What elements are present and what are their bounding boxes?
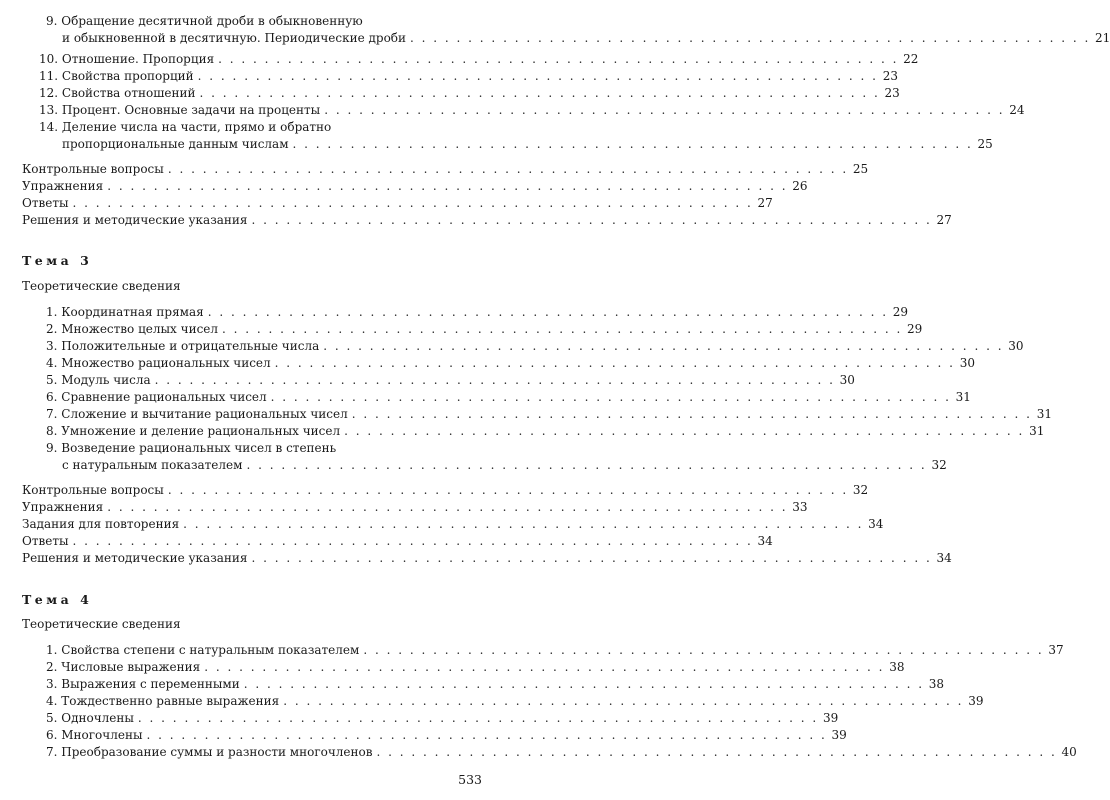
leader-dots: . . . . . . . . . . . . . . . . . . . . . . . . . . . . . . . . . . . . . . . . . . . . . . . . . . . . . . . . . . .	[137, 711, 819, 725]
toc-entry-text: 3. Выражения с переменными	[46, 677, 240, 691]
toc-page-number: 31	[955, 390, 971, 404]
toc-entry-text: Решения и методические указания	[22, 213, 248, 227]
toc-page-number: 23	[884, 86, 900, 100]
leader-dots: . . . . . . . . . . . . . . . . . . . . . . . . . . . . . . . . . . . . . . . . . . . . . . . . . . . . . . . . . . .	[72, 196, 753, 210]
leader-dots: . . . . . . . . . . . . . . . . . . . . . . . . . . . . . . . . . . . . . . . . . . . . . . . . . . . . . . . . . . .	[410, 31, 1091, 45]
leader-dots: . . . . . . . . . . . . . . . . . . . . . . . . . . . . . . . . . . . . . . . . . . . . . . . . . . . . . . . . . . .	[154, 373, 835, 387]
toc-entry-text: 8. Умножение и деление рациональных чисел	[46, 424, 341, 438]
leader-dots: . . . . . . . . . . . . . . . . . . . . . . . . . . . . . . . . . . . . . . . . . . . . . . . . . . . . . . . . . . .	[199, 86, 880, 100]
leader-dots: . . . . . . . . . . . . . . . . . . . . . . . . . . . . . . . . . . . . . . . . . . . . . . . . . . . . . . . . . . .	[344, 424, 1025, 438]
leader-dots: . . . . . . . . . . . . . . . . . . . . . . . . . . . . . . . . . . . . . . . . . . . . . . . . . . . . . . . . . . .	[292, 137, 973, 151]
toc-entry-text: 1. Координатная прямая	[46, 305, 204, 319]
toc-page-number: 22	[903, 52, 919, 66]
toc-entry-text: 5. Одночлены	[46, 711, 134, 725]
toc-entry-text: пропорциональные данным числам	[62, 137, 289, 151]
section-subheading: Теоретические сведения	[22, 279, 181, 293]
leader-dots: . . . . . . . . . . . . . . . . . . . . . . . . . . . . . . . . . . . . . . . . . . . . . . . . . . . . . . . . . . .	[218, 52, 899, 66]
toc-page-number: 29	[907, 322, 923, 336]
leader-dots: . . . . . . . . . . . . . . . . . . . . . . . . . . . . . . . . . . . . . . . . . . . . . . . . . . . . . . . . . . .	[107, 179, 788, 193]
leader-dots: . . . . . . . . . . . . . . . . . . . . . . . . . . . . . . . . . . . . . . . . . . . . . . . . . . . . . . . . . . .	[207, 305, 889, 319]
toc-entry-text: 2. Числовые выражения	[46, 660, 201, 674]
toc-page-number: 39	[831, 728, 847, 742]
toc-entry-text: Задания для повторения	[22, 517, 180, 531]
toc-page-number: 21	[1095, 31, 1110, 45]
leader-dots: . . . . . . . . . . . . . . . . . . . . . . . . . . . . . . . . . . . . . . . . . . . . . . . . . . . . . . . . . . .	[72, 534, 753, 548]
toc-entry-text: 7. Преобразование суммы и разности многочленов	[46, 745, 373, 759]
toc-page-number: 39	[968, 694, 984, 708]
section-subheading: Теоретические сведения	[22, 617, 181, 631]
toc-page-number: 30	[1008, 339, 1024, 353]
toc-entry-text: 7. Сложение и вычитание рациональных чисел	[46, 407, 348, 421]
toc-entry-text: Упражнения	[22, 500, 104, 514]
toc-page-number: 39	[822, 711, 839, 725]
leader-dots: . . . . . . . . . . . . . . . . . . . . . . . . . . . . . . . . . . . . . . . . . . . . . . . . . . . . . . . . . . .	[222, 322, 903, 336]
leader-dots: . . . . . . . . . . . . . . . . . . . . . . . . . . . . . . . . . . . . . . . . . . . . . . . . . . . . . . . . . . .	[107, 500, 788, 514]
toc-entry-text: 9. Возведение рациональных чисел в степень	[46, 441, 337, 455]
toc-page-number: 26	[792, 179, 808, 193]
toc-page-number: 23	[882, 69, 898, 83]
section-heading: Тема 3	[22, 253, 93, 268]
toc-entry-text: 13. Процент. Основные задачи на проценты	[39, 103, 321, 117]
leader-dots: . . . . . . . . . . . . . . . . . . . . . . . . . . . . . . . . . . . . . . . . . . . . . . . . . . . . . . . . . . .	[324, 103, 1005, 117]
toc-page-number: 24	[1009, 103, 1025, 117]
leader-dots: . . . . . . . . . . . . . . . . . . . . . . . . . . . . . . . . . . . . . . . . . . . . . . . . . . . . . . . . . . .	[204, 660, 885, 674]
leader-dots: . . . . . . . . . . . . . . . . . . . . . . . . . . . . . . . . . . . . . . . . . . . . . . . . . . . . . . . . . . .	[167, 162, 849, 176]
toc-page-number: 37	[1048, 643, 1064, 657]
toc-entry-text: Упражнения	[22, 179, 104, 193]
leader-dots: . . . . . . . . . . . . . . . . . . . . . . . . . . . . . . . . . . . . . . . . . . . . . . . . . . . . . . . . . . .	[376, 745, 1057, 759]
leader-dots: . . . . . . . . . . . . . . . . . . . . . . . . . . . . . . . . . . . . . . . . . . . . . . . . . . . . . . . . . . .	[270, 390, 951, 404]
section-heading: Тема 4	[22, 592, 93, 607]
toc-page-number: 38	[928, 677, 945, 691]
toc-entry-text: Контрольные вопросы	[22, 483, 164, 497]
leader-dots: . . . . . . . . . . . . . . . . . . . . . . . . . . . . . . . . . . . . . . . . . . . . . . . . . . . . . . . . . . .	[363, 643, 1044, 657]
toc-page-number: 29	[892, 305, 909, 319]
leader-dots: . . . . . . . . . . . . . . . . . . . . . . . . . . . . . . . . . . . . . . . . . . . . . . . . . . . . . . . . . . .	[197, 69, 878, 83]
toc-page-number: 30	[839, 373, 855, 387]
toc-page-number: 27	[757, 196, 773, 210]
toc-entry-text: 6. Сравнение рациональных чисел	[46, 390, 267, 404]
toc-entry-text: 6. Многочлены	[46, 728, 143, 742]
toc-page-number: 34	[757, 534, 773, 548]
toc-entry-text: 9. Обращение десятичной дроби в обыкновенную	[46, 14, 363, 28]
toc-page-number: 30	[959, 356, 975, 370]
leader-dots: . . . . . . . . . . . . . . . . . . . . . . . . . . . . . . . . . . . . . . . . . . . . . . . . . . . . . . . . . . .	[146, 728, 827, 742]
toc-page-number: 32	[852, 483, 869, 497]
toc-page-number: 40	[1061, 745, 1077, 759]
toc-entry-text: 14. Деление числа на части, прямо и обратно	[39, 120, 332, 134]
toc-page-number: 34	[936, 551, 952, 565]
toc-entry-text: 4. Множество рациональных чисел	[46, 356, 271, 370]
leader-dots: . . . . . . . . . . . . . . . . . . . . . . . . . . . . . . . . . . . . . . . . . . . . . . . . . . . . . . . . . . .	[274, 356, 955, 370]
toc-entry-text: 10. Отношение. Пропорция	[39, 52, 215, 66]
toc-page-number: 31	[1036, 407, 1052, 421]
toc-page-number: 34	[868, 517, 884, 531]
leader-dots: . . . . . . . . . . . . . . . . . . . . . . . . . . . . . . . . . . . . . . . . . . . . . . . . . . . . . . . . . . .	[251, 551, 932, 565]
toc-page-number: 38	[889, 660, 905, 674]
leader-dots: . . . . . . . . . . . . . . . . . . . . . . . . . . . . . . . . . . . . . . . . . . . . . . . . . . . . . . . . . . .	[243, 677, 925, 691]
toc-entry-text: Решения и методические указания	[22, 551, 248, 565]
toc-page-number: 25	[977, 137, 993, 151]
toc-entry-text: 1. Свойства степени с натуральным показателем	[46, 643, 360, 657]
toc-entry-text: 5. Модуль числа	[46, 373, 151, 387]
toc-entry-text: с натуральным показателем	[62, 458, 243, 472]
leader-dots: . . . . . . . . . . . . . . . . . . . . . . . . . . . . . . . . . . . . . . . . . . . . . . . . . . . . . . . . . . .	[323, 339, 1004, 353]
page-number: 533	[458, 772, 482, 787]
toc-entry-text: 12. Свойства отношений	[39, 86, 196, 100]
toc-page-number: 25	[852, 162, 869, 176]
toc-page-number: 33	[792, 500, 808, 514]
toc-page-number: 32	[931, 458, 947, 472]
leader-dots: . . . . . . . . . . . . . . . . . . . . . . . . . . . . . . . . . . . . . . . . . . . . . . . . . . . . . . . . . . .	[251, 213, 932, 227]
toc-entry-text: 11. Свойства пропорций	[39, 69, 194, 83]
toc-entry-text: и обыкновенной в десятичную. Периодические дроби	[62, 31, 407, 45]
leader-dots: . . . . . . . . . . . . . . . . . . . . . . . . . . . . . . . . . . . . . . . . . . . . . . . . . . . . . . . . . . .	[183, 517, 864, 531]
toc-page-number: 31	[1029, 424, 1045, 438]
toc-entry-text: 2. Множество целых чисел	[46, 322, 219, 336]
toc-entry-text: Ответы	[22, 534, 69, 548]
leader-dots: . . . . . . . . . . . . . . . . . . . . . . . . . . . . . . . . . . . . . . . . . . . . . . . . . . . . . . . . . . .	[283, 694, 964, 708]
toc-entry-text: 4. Тождественно равные выражения	[46, 694, 280, 708]
toc-entry-text: Ответы	[22, 196, 69, 210]
toc-page-number: 27	[936, 213, 952, 227]
leader-dots: . . . . . . . . . . . . . . . . . . . . . . . . . . . . . . . . . . . . . . . . . . . . . . . . . . . . . . . . . . .	[246, 458, 927, 472]
toc-entry-text: Контрольные вопросы	[22, 162, 164, 176]
leader-dots: . . . . . . . . . . . . . . . . . . . . . . . . . . . . . . . . . . . . . . . . . . . . . . . . . . . . . . . . . . .	[351, 407, 1032, 421]
leader-dots: . . . . . . . . . . . . . . . . . . . . . . . . . . . . . . . . . . . . . . . . . . . . . . . . . . . . . . . . . . .	[167, 483, 849, 497]
toc-entry-text: 3. Положительные и отрицательные числа	[46, 339, 320, 353]
